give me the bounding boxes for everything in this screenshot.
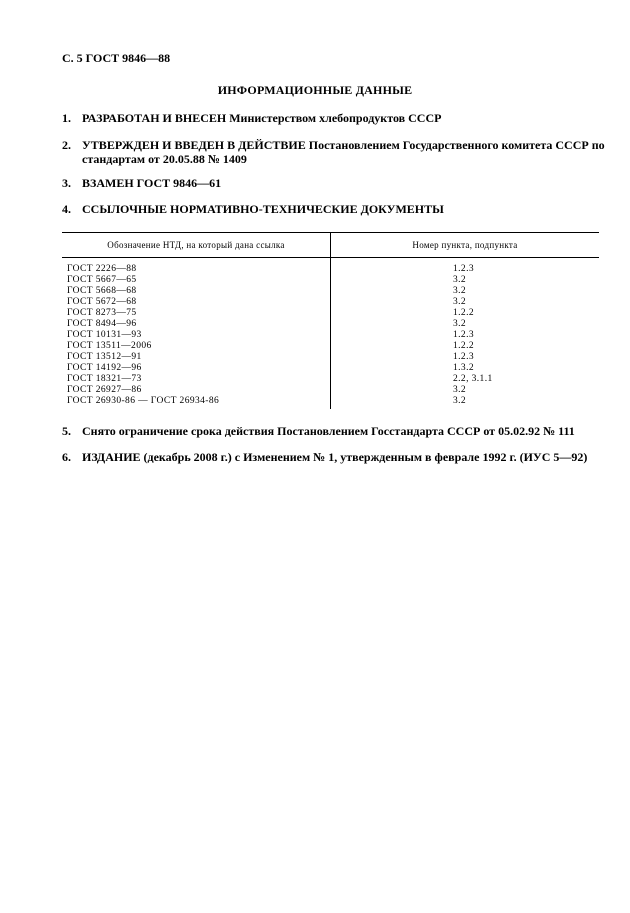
document-cell: ГОСТ 18321—73 xyxy=(62,374,331,385)
item-rest: Постановлением Государственного комитета СССР по стандартам от 20.05.88 № 1409 xyxy=(82,138,605,166)
document-cell: ГОСТ 5667—65 xyxy=(62,275,331,286)
clause-cell: 1.2.3 xyxy=(453,330,474,340)
document-cell: ГОСТ 13511—2006 xyxy=(62,341,331,352)
table-row xyxy=(62,308,599,319)
item-text xyxy=(82,111,607,125)
info-item-1 xyxy=(62,111,607,125)
clause-cell: 1.2.3 xyxy=(453,264,474,274)
item-text xyxy=(82,176,607,190)
clause-cell: 1.2.3 xyxy=(453,352,474,362)
table-row xyxy=(62,352,599,363)
document-cell: ГОСТ 10131—93 xyxy=(62,330,331,341)
table-row xyxy=(62,374,599,385)
clause-cell: 3.2 xyxy=(453,275,467,285)
table-row xyxy=(62,396,599,409)
info-item-6 xyxy=(62,450,607,464)
table-row xyxy=(62,275,599,286)
item-lead: ВЗАМЕН ГОСТ 9846—61 xyxy=(82,176,222,190)
document-cell: ГОСТ 5672—68 xyxy=(62,297,331,308)
document-cell: ГОСТ 13512—91 xyxy=(62,352,331,363)
item-number: 3. xyxy=(62,176,71,190)
info-item-4 xyxy=(62,202,607,216)
clause-cell: 3.2 xyxy=(453,297,467,307)
item-lead: РАЗРАБОТАН И ВНЕСЕН xyxy=(82,111,227,125)
table-row xyxy=(62,297,599,308)
table-row xyxy=(62,330,599,341)
document-cell: ГОСТ 14192—96 xyxy=(62,363,331,374)
item-rest: Снято ограничение срока действия Постановлением Госстандарта СССР от 05.02.92 № 111 xyxy=(82,424,575,438)
item-lead: ССЫЛОЧНЫЕ НОРМАТИВНО-ТЕХНИЧЕСКИЕ ДОКУМЕНТЫ xyxy=(82,202,444,216)
document-cell: ГОСТ 2226—88 xyxy=(62,258,331,276)
item-rest: (декабрь 2008 г.) с Изменением № 1, утвержденным в феврале 1992 г. (ИУС 5—92) xyxy=(143,450,588,464)
document-cell: ГОСТ 8273—75 xyxy=(62,308,331,319)
clause-cell: 1.2.2 xyxy=(453,308,474,318)
item-text xyxy=(82,202,607,216)
item-text xyxy=(82,450,607,464)
item-number: 6. xyxy=(62,450,71,464)
clause-cell: 3.2 xyxy=(453,385,467,395)
item-rest: Министерством хлебопродуктов СССР xyxy=(229,111,442,125)
section-title: ИНФОРМАЦИОННЫЕ ДАННЫЕ xyxy=(217,83,413,97)
clause-cell: 3.2 xyxy=(453,286,467,296)
document-cell: ГОСТ 26930-86 — ГОСТ 26934-86 xyxy=(62,396,331,409)
info-item-3 xyxy=(62,176,607,190)
clause-cell: 3.2 xyxy=(453,396,467,406)
item-number: 1. xyxy=(62,111,71,125)
column-header-document: Обозначение НТД, на который дана ссылка xyxy=(62,233,331,258)
column-header-clause: Номер пункта, подпункта xyxy=(331,233,600,258)
document-cell: ГОСТ 8494—96 xyxy=(62,319,331,330)
reference-documents-table xyxy=(62,232,599,409)
info-item-5 xyxy=(62,424,607,438)
table-row xyxy=(62,319,599,330)
clause-cell: 3.2 xyxy=(453,319,467,329)
item-number: 2. xyxy=(62,138,71,152)
item-lead: ИЗДАНИЕ xyxy=(82,450,141,464)
table-row xyxy=(62,341,599,352)
clause-cell: 1.3.2 xyxy=(453,363,474,373)
page-header: С. 5 ГОСТ 9846—88 xyxy=(62,51,171,65)
document-cell: ГОСТ 5668—68 xyxy=(62,286,331,297)
item-number: 4. xyxy=(62,202,71,216)
table-row xyxy=(62,286,599,297)
item-text xyxy=(82,138,607,166)
table-row xyxy=(62,258,599,276)
item-text xyxy=(82,424,607,438)
clause-cell: 2.2, 3.1.1 xyxy=(453,374,493,384)
table-row xyxy=(62,385,599,396)
item-number: 5. xyxy=(62,424,71,438)
document-cell: ГОСТ 26927—86 xyxy=(62,385,331,396)
item-lead: УТВЕРЖДЕН И ВВЕДЕН В ДЕЙСТВИЕ xyxy=(82,138,306,152)
table-row xyxy=(62,363,599,374)
info-item-2 xyxy=(62,138,607,166)
clause-cell: 1.2.2 xyxy=(453,341,474,351)
